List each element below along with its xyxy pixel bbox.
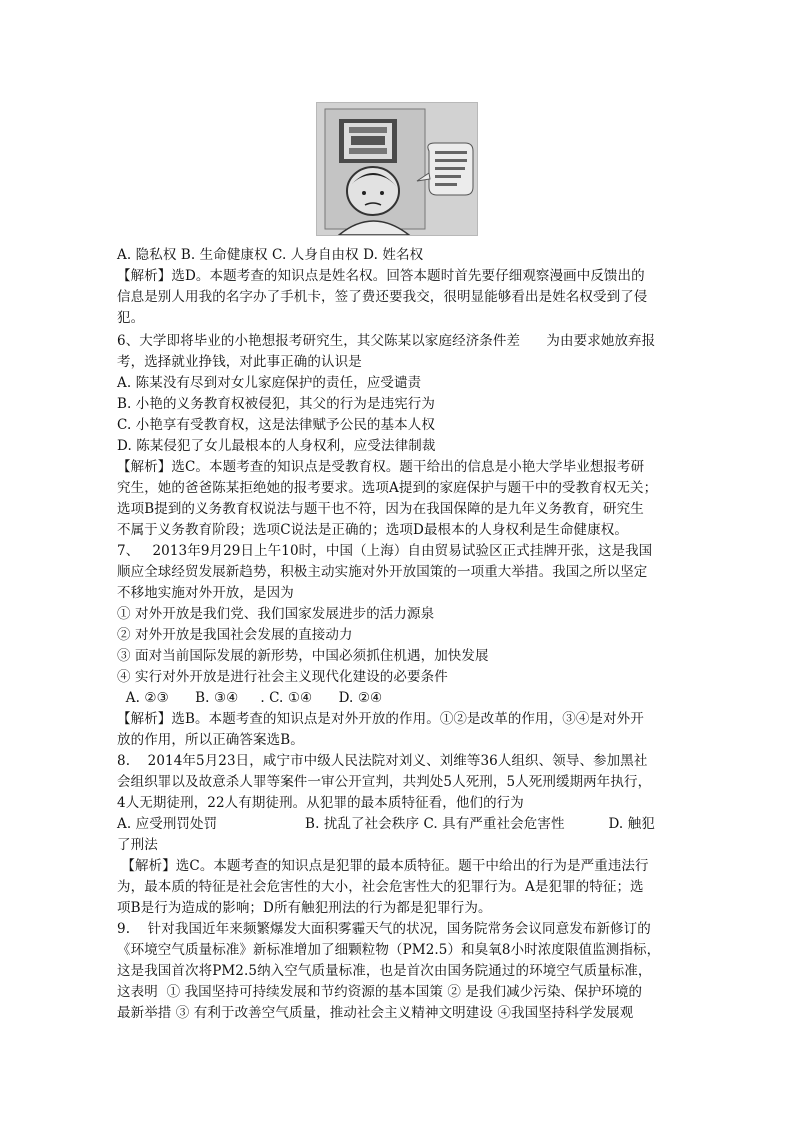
text-line: 放的作用，所以正确答案选B。 (117, 732, 304, 748)
text-line: 会组织罪以及故意杀人罪等案件一审公开宣判，共判处5人死刑，5人死刑缓期两年执行， (117, 774, 652, 790)
text-line: B. 小艳的义务教育权被侵犯，其父的行为是违宪行为 (117, 396, 436, 412)
text-line: 犯。 (117, 310, 145, 326)
text-line: 8. 2014年5月23日，咸宁市中级人民法院对刘义、刘维等36人组织、领导、参加黑社 (117, 753, 648, 769)
text-line: C. 小艳享有受教育权，这是法律赋予公民的基本人权 (117, 417, 435, 433)
text-line: 了刑法 (117, 837, 158, 853)
text-line: 【解析】选D。本题考查的知识点是姓名权。回答本题时首先要仔细观察漫画中反馈出的 (117, 268, 645, 284)
text-line: A. 隐私权 B. 生命健康权 C. 人身自由权 D. 姓名权 (117, 247, 424, 263)
text-line: 7、 2013年9月29日上午10时，中国（上海）自由贸易试验区正式挂牌开张，这是我国 (117, 543, 653, 559)
text-line: 选项B提到的义务教育权说法与题干也不符，因为在我国保障的是九年义务教育，研究生 (117, 501, 644, 517)
text-line: 【解析】选C。本题考查的知识点是受教育权。题干给出的信息是小艳大学毕业想报考研 (117, 459, 645, 475)
text-line: 【解析】选C。本题考查的知识点是犯罪的最本质特征。题干中给出的行为是严重违法行 (117, 858, 649, 874)
text-line: A. 应受刑罚处罚 B. 扰乱了社会秩序 C. 具有严重社会危害性 D. 触犯 (117, 816, 655, 832)
cartoon-figure (316, 102, 478, 236)
text-line: ③ 面对当前国际发展的新形势，中国必须抓住机遇，加快发展 (117, 648, 489, 664)
text-line: ② 对外开放是我国社会发展的直接动力 (117, 627, 353, 643)
text-line: 顺应全球经贸发展新趋势，积极主动实施对外开放国策的一项重大举措。我国之所以坚定 (117, 564, 648, 580)
cartoon-illustration (317, 103, 477, 235)
text-line: 6、大学即将毕业的小艳想报考研究生，其父陈某以家庭经济条件差 为由要求她放弃报 (117, 333, 656, 349)
text-line: 4人无期徒刑，22人有期徒刑。从犯罪的最本质特征看，他们的行为 (117, 795, 524, 811)
text-line: 这表明 ① 我国坚持可持续发展和节约资源的基本国策 ② 是我们减少污染、保护环境的 (117, 984, 643, 1000)
text-line: A. 陈某没有尽到对女儿家庭保护的责任，应受谴责 (117, 375, 422, 391)
text-line: 不移地实施对外开放，是因为 (117, 585, 294, 601)
text-line: ① 对外开放是我们党、我们国家发展进步的活力源泉 (117, 606, 435, 622)
text-line: 不属于义务教育阶段；选项C说法是正确的；选项D最根本的人身权利是生命健康权。 (117, 522, 628, 538)
text-line: 项B是行为造成的影响；D所有触犯刑法的行为都是犯罪行为。 (117, 900, 492, 916)
text-line: 究生，她的爸爸陈某拒绝她的报考要求。选项A提到的家庭保护与题干中的受教育权无关； (117, 480, 658, 496)
text-line: 最新举措 ③ 有利于改善空气质量，推动社会主义精神文明建设 ④我国坚持科学发展观 (117, 1005, 634, 1021)
text-line: 考，选择就业挣钱，对此事正确的认识是 (117, 354, 362, 370)
text-line: 这是我国首次将PM2.5纳入空气质量标准，也是首次由国务院通过的环境空气质量标准， (117, 963, 652, 979)
text-line: 信息是别人用我的名字办了手机卡，签了费还要我交，很明显能够看出是姓名权受到了侵 (117, 289, 648, 305)
text-line: A. ②③ B. ③④ . C. ①④ D. ②④ (117, 690, 383, 706)
text-line: 为，最本质的特征是社会危害性的大小，社会危害性大的犯罪行为。A是犯罪的特征；选 (117, 879, 644, 895)
text-line: ④ 实行对外开放是进行社会主义现代化建设的必要条件 (117, 669, 448, 685)
text-line: 9. 针对我国近年来频繁爆发大面积雾霾天气的状况，国务院常务会议同意发布新修订的 (117, 921, 651, 937)
text-line: 【解析】选B。本题考查的知识点是对外开放的作用。①②是改革的作用，③④是对外开 (117, 711, 644, 727)
text-line: D. 陈某侵犯了女儿最根本的人身权利，应受法律制裁 (117, 438, 436, 454)
text-line: 《环境空气质量标准》新标准增加了细颗粒物（PM2.5）和臭氧8小时浓度限值监测指标， (117, 942, 661, 958)
